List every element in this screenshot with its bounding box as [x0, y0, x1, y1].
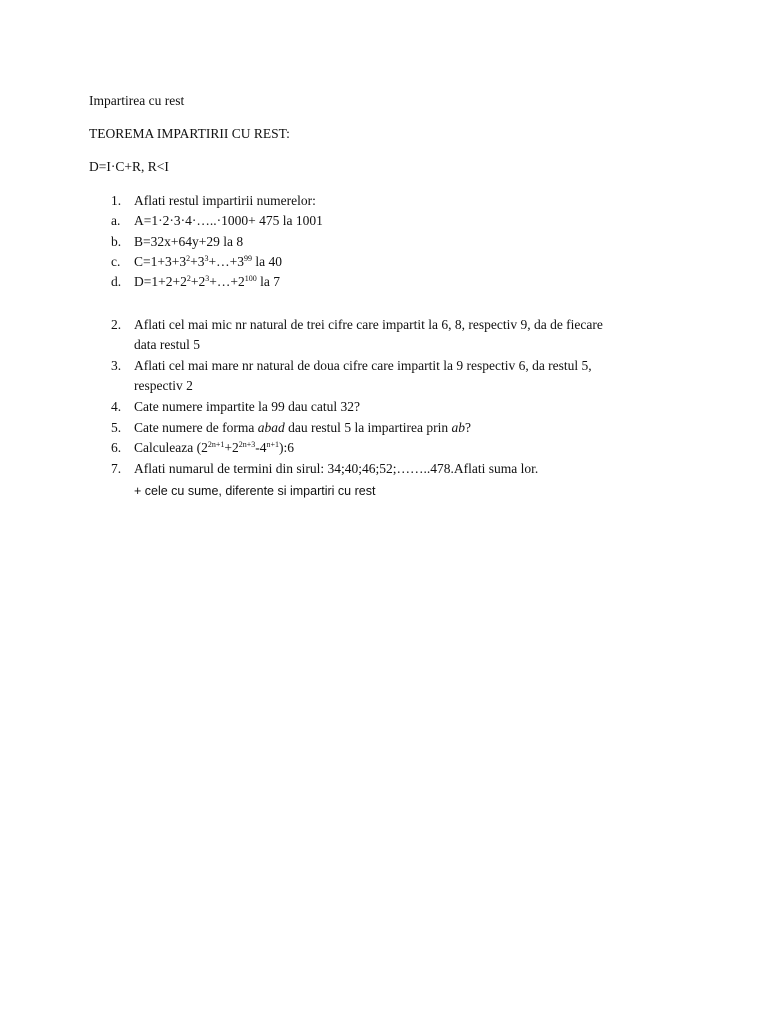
item-6-text: Calculeaza $(2^{2n+1}+2^{2n+3}-4^{n+1}):6$ — [134, 440, 294, 455]
item-3-text-line1: Aflati cel mai mare nr natural de doua cifre care impartit la 9 respectiv 6, da restul 5, — [134, 358, 592, 373]
division-formula: D=I·C+R, R<I — [89, 159, 169, 174]
document-title: Impartirea cu rest — [89, 93, 185, 108]
item-4-number: 4. — [111, 399, 122, 414]
item-3-text-line2: respectiv 2 — [134, 378, 193, 393]
item-1b-label: b. — [111, 234, 122, 249]
item-3-number: 3. — [111, 358, 122, 373]
overline-abad: abad — [257, 420, 285, 435]
item-1b-text: B=32x+64y+29 la 8 — [134, 234, 244, 249]
item-7-text: Aflati numarul de termini din sirul: 34;40;46;52;……..478.Aflati suma lor. — [134, 461, 539, 476]
item-5-text: Cate numere de forma abad dau restul 5 la impartirea prin ab? — [134, 420, 472, 435]
item-1-number: 1. — [111, 193, 122, 208]
item-1a-text: A=1·2·3·4·…..·1000+ 475 la 1001 — [134, 213, 323, 228]
item-1d-label: d. — [111, 274, 122, 289]
item-5-number: 5. — [111, 420, 122, 435]
item-1c-label: c. — [111, 254, 121, 269]
item-1c-text: $C=1+3+3^2+3^3+\dots+3^{99}$ la 40 — [134, 254, 282, 269]
extra-note: + cele cu sume, diferente si impartiri cu rest — [134, 484, 376, 498]
item-2-text-line1: Aflati cel mai mic nr natural de trei cifre care impartit la 6, 8, respectiv 9, da de fiecare — [134, 317, 603, 332]
item-6-number: 6. — [111, 440, 122, 455]
theorem-heading: TEOREMA IMPARTIRII CU REST: — [89, 126, 290, 141]
item-1d-text: $D=1+2+2^2+2^3+\dots+2^{100}$ la 7 — [134, 274, 280, 289]
item-4-text: Cate numere impartite la 99 dau catul 32? — [134, 399, 361, 414]
item-1a-label: a. — [111, 213, 121, 228]
item-2-text-line2: data restul 5 — [134, 337, 200, 352]
item-7-number: 7. — [111, 461, 122, 476]
item-2-number: 2. — [111, 317, 122, 332]
item-1-text: Aflati restul impartirii numerelor: — [134, 193, 316, 208]
overline-ab: ab — [451, 420, 466, 435]
